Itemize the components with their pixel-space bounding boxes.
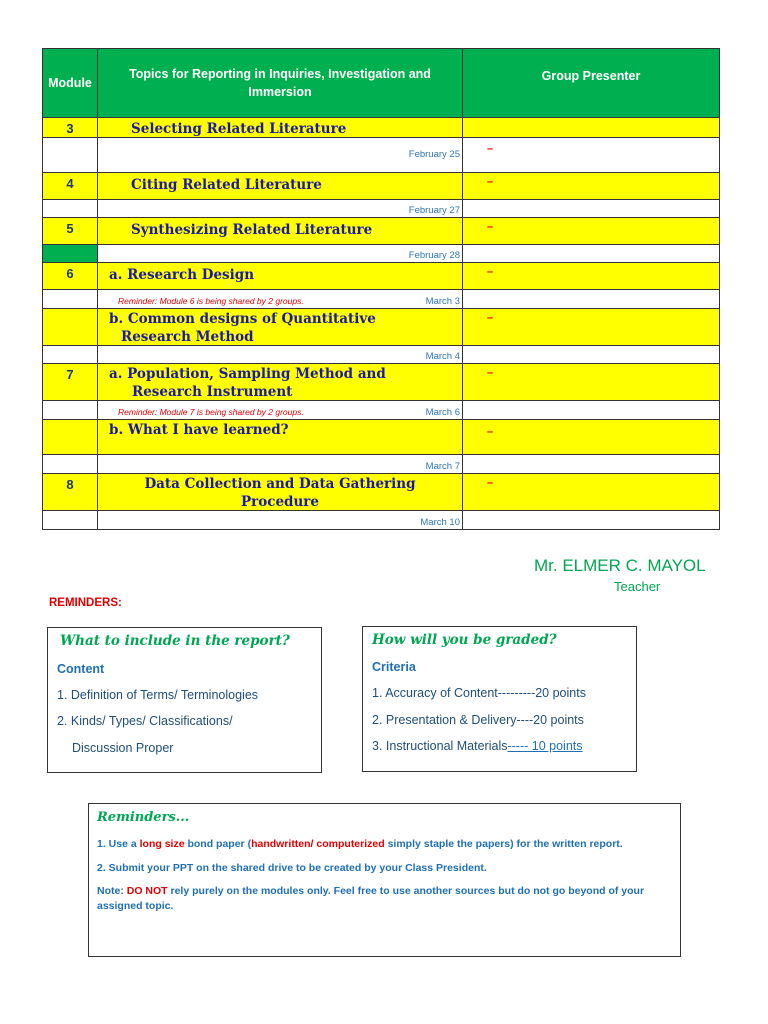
schedule-table [42, 48, 720, 530]
notes-text: bond paper ( [184, 838, 252, 850]
presenter-cell [462, 262, 720, 290]
module-cell [42, 419, 98, 455]
presenter-dash: – [487, 143, 494, 155]
notes-highlight: DO NOT [126, 885, 168, 897]
presenter-cell [462, 172, 720, 200]
topic-title: a. Research Design [97, 262, 463, 290]
notes-line-1 [97, 838, 672, 850]
module-number: 3 [42, 117, 98, 138]
topic-line: Data Collection and Data Gathering [144, 476, 416, 492]
module-cell [42, 345, 98, 364]
topic-title: Synthesizing Related Literature [97, 217, 463, 245]
report-box-heading: What to include in the report? [60, 633, 290, 649]
criteria-item [372, 739, 583, 753]
presenter-dash: – [487, 221, 494, 233]
date-cell [97, 244, 463, 263]
report-box-subheading: Content [57, 662, 105, 676]
teacher-name: Mr. ELMER C. MAYOL [534, 556, 706, 575]
presenter-cell [462, 454, 720, 474]
teacher-title: Teacher [614, 579, 661, 594]
module-cell [42, 308, 98, 346]
report-item: 1. Definition of Terms/ Terminologies [57, 688, 259, 702]
grading-criteria-box [362, 626, 637, 772]
report-item: 2. Kinds/ Types/ Classifications/ [57, 714, 233, 728]
presenter-dash: – [487, 367, 494, 379]
topic-title [97, 473, 463, 511]
header-topics: Topics for Reporting in Inquiries, Investigation and Immersion [97, 48, 463, 118]
presenter-cell [462, 473, 720, 511]
notes-text: 1. Use a [97, 838, 140, 850]
topic-title [97, 308, 463, 346]
presenter-cell [462, 510, 720, 530]
report-date: March 6 [425, 407, 460, 418]
report-date: March 10 [420, 517, 460, 528]
presenter-cell [462, 289, 720, 309]
topic-title: b. What I have learned? [97, 419, 463, 455]
notes-heading: Reminders... [97, 810, 190, 825]
topic-line: b. Common designs of Quantitative [109, 311, 376, 327]
notes-text: simply staple the papers) for the written report. [384, 838, 623, 850]
report-date: March 7 [425, 461, 460, 472]
topic-title: Selecting Related Literature [97, 117, 463, 138]
notes-text: Note: [97, 885, 127, 897]
module-cell [42, 137, 98, 173]
presenter-cell [462, 199, 720, 218]
module-reminder: Reminder: Module 6 is being shared by 2 groups. [118, 296, 304, 306]
presenter-cell [462, 400, 720, 420]
report-date: February 28 [408, 250, 460, 261]
module-number: 6 [42, 262, 98, 290]
report-date: February 25 [408, 149, 460, 160]
module-cell [42, 400, 98, 420]
presenter-cell [462, 345, 720, 364]
presenter-dash: – [487, 426, 494, 438]
presenter-dash: – [487, 176, 494, 188]
date-cell [97, 345, 463, 364]
topic-line: Research Method [121, 329, 254, 345]
notes-highlight: handwritten/ computerized [251, 838, 385, 850]
module-cell [42, 454, 98, 474]
report-date: February 27 [408, 205, 460, 216]
notes-line-2: 2. Submit your PPT on the shared drive to be created by your Class President. [97, 862, 487, 874]
presenter-cell [462, 217, 720, 245]
module-cell [42, 244, 98, 263]
notes-line-3 [97, 884, 672, 914]
date-cell [97, 137, 463, 173]
criteria-item: 1. Accuracy of Content---------20 points [372, 686, 586, 700]
presenter-cell [462, 244, 720, 263]
module-number: 5 [42, 217, 98, 245]
criteria-item-points: ----- 10 points [507, 739, 583, 753]
module-number: 7 [42, 363, 98, 401]
date-cell [97, 289, 463, 309]
module-number: 8 [42, 473, 98, 511]
header-presenter: Group Presenter [462, 48, 720, 118]
presenter-cell [462, 117, 720, 138]
module-number: 4 [42, 172, 98, 200]
notes-text: rely purely on the modules only. Feel free to use another sources but do not go beyond of your assigned topic. [97, 885, 645, 912]
presenter-cell [462, 363, 720, 401]
report-item: Discussion Proper [72, 741, 174, 755]
topic-title: Citing Related Literature [97, 172, 463, 200]
graded-box-subheading: Criteria [372, 660, 416, 674]
topic-line: Procedure [240, 494, 320, 510]
module-reminder: Reminder: Module 7 is being shared by 2 groups. [118, 407, 304, 417]
report-date: March 4 [425, 351, 460, 362]
date-cell [97, 510, 463, 530]
criteria-item: 2. Presentation & Delivery----20 points [372, 713, 584, 727]
topic-line: Research Instrument [132, 384, 293, 400]
presenter-dash: – [487, 312, 494, 324]
topic-line: a. Population, Sampling Method and [109, 366, 386, 382]
topic-title [97, 363, 463, 401]
date-cell [97, 400, 463, 420]
module-cell [42, 510, 98, 530]
report-date: March 3 [425, 296, 460, 307]
presenter-dash: – [487, 477, 494, 489]
notes-highlight: long size [139, 838, 185, 850]
module-cell [42, 289, 98, 309]
presenter-dash: – [487, 266, 494, 278]
reminders-notes-box [88, 803, 681, 957]
presenter-cell [462, 137, 720, 173]
report-content-box [47, 627, 322, 773]
module-cell [42, 199, 98, 218]
presenter-cell [462, 308, 720, 346]
graded-box-heading: How will you be graded? [372, 632, 557, 648]
reminders-label: REMINDERS: [49, 597, 122, 609]
presenter-cell [462, 419, 720, 455]
date-cell [97, 454, 463, 474]
criteria-item-label: 3. Instructional Materials [372, 739, 508, 753]
header-module: Module [42, 48, 98, 118]
date-cell [97, 199, 463, 218]
